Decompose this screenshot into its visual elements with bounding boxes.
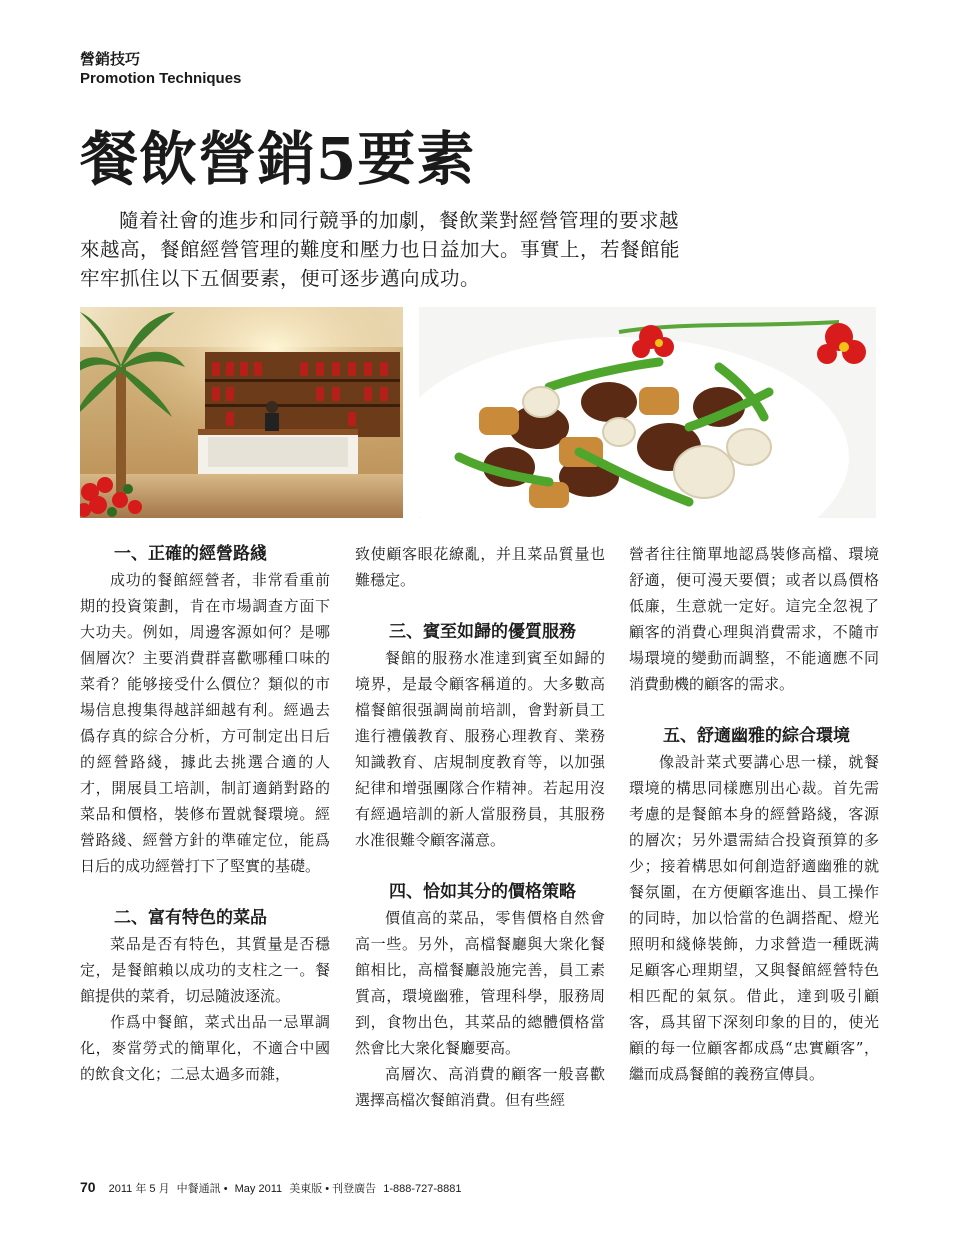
edition-info: 美東版 • 刊登廣告 <box>289 1183 377 1195</box>
section-label: 營銷技巧 <box>80 50 141 68</box>
section-2-paragraph-2-cont: 致使顧客眼花繚亂，并且菜品質量也難穩定。 <box>355 545 605 589</box>
section-heading-4: 四、恰如其分的價格策略 <box>389 882 576 902</box>
restaurant-interior-photo <box>80 307 403 518</box>
section-4-paragraph-1: 價值高的菜品，零售價格自然會高一些。另外，高檔餐廳與大衆化餐館相比，高檔餐廳設施完善，員工素質高，環境幽雅，管理科學，服務周到，食物出色，其菜品的總體價格當然會比大衆化餐廳要高。 <box>355 909 605 1057</box>
page-title: 餐飲營銷5要素 <box>80 125 476 193</box>
page-footer <box>80 1179 466 1197</box>
issue-month: May 2011 <box>234 1183 283 1195</box>
section-3-paragraph: 餐館的服務水准達到賓至如歸的境界，是最令顧客稱道的。大多數高檔餐館很强調崗前培訓，會對新員工進行禮儀教育、服務心理教育、業務知識教育、店規制度教育等，以加强紀律和增强團隊合作精神。若起用沒有經過培訓的新人當服務員，其服務水准很難令顧客滿意。 <box>355 649 605 849</box>
section-1-paragraph: 成功的餐館經營者，非常看重前期的投資策劃，肯在市場調查方面下大功夫。例如，周邊客源如何？是哪個層次？主要消費群喜歡哪種口味的菜肴？能够接受什么價位？類似的市場信息搜集得越詳細越有利。經過去僞存真的綜合分析，方可制定出日后的經營路綫，據此去挑選合適的人才，開展員工培訓，制訂適銷對路的菜品和價格，裝修布置就餐環境。經營路綫、經營方針的準確定位，能爲日后的成功經營打下了堅實的基礎。 <box>80 571 330 875</box>
issue-date: 2011 年 5 月 <box>108 1183 170 1195</box>
dish-photo <box>419 307 876 518</box>
section-4-paragraph-2: 高層次、高消費的顧客一般喜歡選擇高檔次餐館消費。但有些經 <box>355 1065 605 1109</box>
section-label-en: Promotion Techniques <box>80 70 242 87</box>
section-2-paragraph-1: 菜品是否有特色，其質量是否穩定，是餐館賴以成功的支柱之一。餐館提供的菜肴，切忌隨波逐流。 <box>80 935 330 1005</box>
section-heading-3: 三、賓至如歸的優質服務 <box>389 622 576 642</box>
section-2-paragraph-2: 作爲中餐館，菜式出品一忌單調化，麥當勞式的簡單化，不適合中國的飲食文化；二忌太過多而雜， <box>80 1013 330 1083</box>
section-heading-5: 五、舒適幽雅的綜合環境 <box>663 726 850 746</box>
text-column-2 <box>355 541 605 1113</box>
section-heading-1: 一、正確的經營路綫 <box>114 544 267 564</box>
section-4-paragraph-2-cont: 營者往往簡單地認爲裝修高檔、環境舒適，便可漫天要價；或者以爲價格低廉，生意就一定好。這完全忽視了顧客的消費心理與消費需求，不隨市場環境的變動而調整，不能適應不同消費動機的顧客的需求。 <box>629 545 879 693</box>
intro-paragraph: 隨着社會的進步和同行競爭的加劇，餐飲業對經營管理的要求越來越高，餐館經營管理的難度和壓力也日益加大。事實上，若餐館能牢牢抓住以下五個要素，便可逐步邁向成功。 <box>80 209 681 290</box>
text-column-3 <box>629 541 879 1087</box>
section-5-paragraph: 像設計菜式要講心思一樣，就餐環境的構思同樣應別出心裁。首先需考慮的是餐館本身的經營路綫，客源的層次；另外還需結合投資預算的多少；接着構思如何創造舒適幽雅的就餐氛圍，在方便顧客進出、員工操作的同時，加以恰當的色調搭配、燈光照明和綫條裝飾，力求營造一種既满足顧客心理期望，又與餐館經營特色相匹配的氣氛。借此，達到吸引顧客，爲其留下深刻印象的目的，使光顧的每一位顧客都成爲“忠實顧客”，繼而成爲餐館的義務宣傳員。 <box>629 753 879 1083</box>
text-column-1 <box>80 541 330 1087</box>
page-number: 70 <box>80 1179 96 1195</box>
ad-phone: 1-888-727-8881 <box>383 1183 462 1195</box>
publication-name: 中餐通訊 • <box>176 1183 228 1195</box>
section-heading-2: 二、富有特色的菜品 <box>114 908 267 928</box>
